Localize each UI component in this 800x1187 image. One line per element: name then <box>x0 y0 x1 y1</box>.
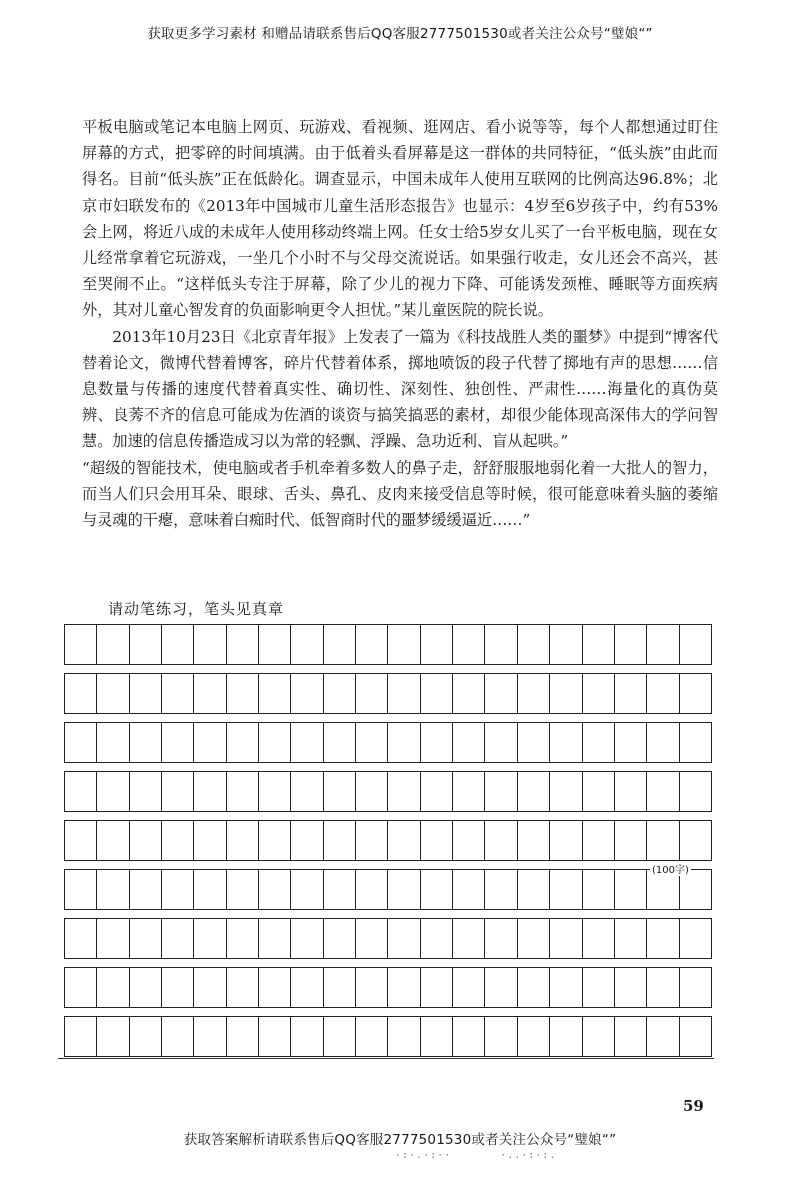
grid-row <box>64 771 712 812</box>
writing-grid <box>64 624 712 1065</box>
grid-cell[interactable] <box>518 772 550 811</box>
grid-cell[interactable] <box>550 723 582 762</box>
grid-cell[interactable] <box>324 870 356 909</box>
grid-cell[interactable] <box>647 919 679 958</box>
exercise-prompt: 请动笔练习，笔头见真章 <box>108 600 285 618</box>
grid-cell[interactable] <box>388 919 420 958</box>
header-promo-note: 获取更多学习素材 和赠品请联系售后QQ客服2777501530或者关注公众号“璧娘“” <box>147 26 653 42</box>
grid-cell[interactable] <box>550 968 582 1007</box>
grid-cell[interactable] <box>291 1017 323 1056</box>
grid-cell[interactable] <box>550 674 582 713</box>
grid-cell[interactable] <box>647 821 679 860</box>
grid-cell[interactable] <box>324 674 356 713</box>
grid-cell[interactable] <box>162 968 194 1007</box>
grid-cell[interactable] <box>291 821 323 860</box>
grid-cell[interactable] <box>162 723 194 762</box>
grid-cell[interactable] <box>356 723 388 762</box>
grid-cell[interactable] <box>518 968 550 1007</box>
grid-cell[interactable] <box>259 723 291 762</box>
grid-cell[interactable] <box>485 674 517 713</box>
grid-cell[interactable] <box>291 674 323 713</box>
grid-cell[interactable] <box>647 968 679 1007</box>
grid-cell[interactable] <box>550 1017 582 1056</box>
grid-cell[interactable] <box>615 625 647 664</box>
grid-cell[interactable] <box>453 870 485 909</box>
grid-cell[interactable] <box>130 625 162 664</box>
grid-cell[interactable] <box>259 674 291 713</box>
grid-cell[interactable] <box>162 674 194 713</box>
grid-cell[interactable] <box>550 772 582 811</box>
grid-cell[interactable] <box>518 919 550 958</box>
grid-cell[interactable] <box>259 625 291 664</box>
grid-cell[interactable] <box>680 674 712 713</box>
grid-cell[interactable] <box>550 821 582 860</box>
grid-cell[interactable] <box>291 772 323 811</box>
grid-cell[interactable] <box>647 674 679 713</box>
grid-cell[interactable] <box>388 1017 420 1056</box>
grid-cell[interactable] <box>227 772 259 811</box>
grid-cell[interactable] <box>453 674 485 713</box>
grid-cell[interactable] <box>680 723 712 762</box>
grid-cell[interactable] <box>518 870 550 909</box>
grid-cell[interactable] <box>453 821 485 860</box>
grid-cell[interactable] <box>388 723 420 762</box>
grid-cell[interactable] <box>647 1017 679 1056</box>
grid-cell[interactable] <box>227 723 259 762</box>
grid-cell[interactable] <box>388 625 420 664</box>
grid-cell[interactable] <box>485 821 517 860</box>
grid-cell[interactable] <box>421 919 453 958</box>
grid-cell[interactable] <box>583 625 615 664</box>
grid-cell[interactable] <box>65 1017 97 1056</box>
grid-cell[interactable] <box>227 821 259 860</box>
grid-cell[interactable] <box>453 723 485 762</box>
passage-paragraph-1: 平板电脑或笔记本电脑上网页、玩游戏、看视频、逛网店、看小说等等，每个人都想通过盯住屏幕的方式，把零碎的时间填满。由于低着头看屏幕是这一群体的共同特征，“低头族”由此而得名。目前“低头族”正在低龄化。调查显示，中国未成年人使用互联网的比例高达96.8%；北京市妇联发布的《2013年中国城市儿童生活形态报告》也显示：4岁至6岁孩子中，约有53%会上网，将近八成的未成年人使用移动终端上网。任女士给5岁女儿买了一台平板电脑，现在女儿经常拿着它玩游戏，一坐几个小时不与父母交流说话。如果强行收走，女儿还会不高兴，甚至哭闹不止。“这样低头专注于屏幕，除了少儿的视力下降、可能诱发颈椎、睡眠等方面疾病外，其对儿童心智发育的负面影响更令人担忧。”某儿童医院的院长说。 <box>82 118 718 320</box>
grid-cell[interactable] <box>194 625 226 664</box>
grid-cell[interactable] <box>324 968 356 1007</box>
grid-cell[interactable] <box>356 870 388 909</box>
grid-row <box>64 918 712 959</box>
grid-cell[interactable] <box>356 772 388 811</box>
grid-cell[interactable] <box>324 723 356 762</box>
grid-cell[interactable] <box>291 723 323 762</box>
grid-cell[interactable] <box>421 1017 453 1056</box>
grid-cell[interactable] <box>65 625 97 664</box>
grid-cell[interactable] <box>583 870 615 909</box>
grid-row <box>64 624 712 665</box>
grid-cell[interactable] <box>356 1017 388 1056</box>
grid-cell[interactable] <box>583 821 615 860</box>
grid-cell[interactable] <box>421 772 453 811</box>
grid-cell[interactable] <box>130 968 162 1007</box>
grid-cell[interactable] <box>130 1017 162 1056</box>
grid-cell[interactable] <box>194 870 226 909</box>
grid-cell[interactable] <box>291 625 323 664</box>
grid-cell[interactable] <box>65 674 97 713</box>
grid-cell[interactable] <box>518 1017 550 1056</box>
grid-cell[interactable] <box>97 870 129 909</box>
grid-cell[interactable] <box>194 1017 226 1056</box>
grid-cell[interactable] <box>583 1017 615 1056</box>
grid-cell[interactable] <box>647 723 679 762</box>
grid-cell[interactable] <box>583 723 615 762</box>
grid-cell[interactable] <box>194 772 226 811</box>
grid-cell[interactable] <box>356 919 388 958</box>
grid-cell[interactable] <box>65 870 97 909</box>
passage-paragraph-2: 2013年10月23日《北京青年报》上发表了一篇为《科技战胜人类的噩梦》中提到“博客代替着论文，微博代替着博客，碎片代替着体系，掷地喷饭的段子代替了掷地有声的思想……信息数量与传播的速度代替着真实性、确切性、深刻性、独创性、严肃性……海量化的真伪莫辨、良莠不齐的信息可能成为佐酒的谈资与搞笑搞恶的素材，却很少能体现高深伟大的学问智慧。加速的信息传播造成习以为常的轻飘、浮躁、急功近利、盲从起哄。” <box>82 327 718 451</box>
grid-cell[interactable] <box>65 723 97 762</box>
grid-cell[interactable] <box>485 1017 517 1056</box>
grid-cell[interactable] <box>453 772 485 811</box>
grid-cell[interactable] <box>259 772 291 811</box>
grid-cell[interactable] <box>259 968 291 1007</box>
grid-cell[interactable] <box>647 772 679 811</box>
grid-cell[interactable] <box>227 919 259 958</box>
grid-cell[interactable] <box>550 919 582 958</box>
grid-cell[interactable] <box>615 870 647 909</box>
grid-cell[interactable] <box>162 1017 194 1056</box>
grid-cell[interactable] <box>615 723 647 762</box>
grid-cell[interactable] <box>388 772 420 811</box>
grid-cell[interactable] <box>485 870 517 909</box>
grid-cell[interactable] <box>97 674 129 713</box>
grid-cell[interactable] <box>194 968 226 1007</box>
grid-cell[interactable] <box>259 1017 291 1056</box>
grid-cell[interactable] <box>97 723 129 762</box>
grid-cell[interactable] <box>518 674 550 713</box>
grid-cell[interactable] <box>97 821 129 860</box>
grid-cell[interactable] <box>485 625 517 664</box>
grid-cell[interactable] <box>65 968 97 1007</box>
grid-cell[interactable] <box>162 772 194 811</box>
grid-cell[interactable] <box>518 723 550 762</box>
grid-cell[interactable] <box>647 625 679 664</box>
char-count-mark: (100字) <box>650 861 691 876</box>
grid-cell[interactable] <box>421 723 453 762</box>
grid-cell[interactable] <box>65 919 97 958</box>
grid-cell[interactable] <box>227 968 259 1007</box>
grid-cell[interactable] <box>324 919 356 958</box>
grid-cell[interactable] <box>615 968 647 1007</box>
grid-cell[interactable] <box>162 821 194 860</box>
grid-cell[interactable] <box>421 870 453 909</box>
grid-cell[interactable] <box>680 821 712 860</box>
grid-cell[interactable] <box>583 968 615 1007</box>
grid-row <box>64 722 712 763</box>
grid-cell[interactable] <box>615 919 647 958</box>
grid-cell[interactable] <box>388 821 420 860</box>
grid-cell[interactable] <box>227 625 259 664</box>
grid-cell[interactable] <box>615 1017 647 1056</box>
grid-row <box>64 1016 712 1057</box>
grid-cell[interactable] <box>485 772 517 811</box>
passage-body <box>82 114 718 533</box>
grid-cell[interactable] <box>550 870 582 909</box>
grid-cell[interactable] <box>680 1017 712 1056</box>
grid-cell[interactable] <box>485 968 517 1007</box>
bottom-rule <box>58 1058 714 1059</box>
footer-promo-note: 获取答案解析请联系售后QQ客服2777501530或者关注公众号“璧娘“” <box>183 1132 617 1148</box>
grid-row <box>64 820 712 861</box>
grid-cell[interactable] <box>421 674 453 713</box>
grid-cell[interactable] <box>324 625 356 664</box>
grid-cell[interactable] <box>421 968 453 1007</box>
grid-cell[interactable] <box>324 1017 356 1056</box>
grid-cell[interactable] <box>194 919 226 958</box>
grid-cell[interactable] <box>130 821 162 860</box>
grid-cell[interactable] <box>388 968 420 1007</box>
grid-cell[interactable] <box>130 674 162 713</box>
grid-cell[interactable] <box>615 772 647 811</box>
grid-cell[interactable] <box>356 625 388 664</box>
grid-cell[interactable] <box>453 919 485 958</box>
grid-row <box>64 869 712 910</box>
grid-cell[interactable] <box>194 821 226 860</box>
grid-cell[interactable] <box>550 625 582 664</box>
grid-cell[interactable] <box>259 870 291 909</box>
grid-cell[interactable] <box>583 919 615 958</box>
grid-cell[interactable] <box>518 821 550 860</box>
grid-cell[interactable] <box>97 1017 129 1056</box>
grid-cell[interactable] <box>615 821 647 860</box>
grid-cell[interactable] <box>194 723 226 762</box>
grid-cell[interactable] <box>356 821 388 860</box>
grid-cell[interactable] <box>259 919 291 958</box>
grid-cell[interactable] <box>583 674 615 713</box>
grid-cell[interactable] <box>291 919 323 958</box>
grid-cell[interactable] <box>324 821 356 860</box>
grid-cell[interactable] <box>453 625 485 664</box>
grid-cell[interactable] <box>388 870 420 909</box>
grid-cell[interactable] <box>130 919 162 958</box>
grid-cell[interactable] <box>583 772 615 811</box>
grid-cell[interactable] <box>97 625 129 664</box>
grid-cell[interactable] <box>97 968 129 1007</box>
grid-cell[interactable] <box>388 674 420 713</box>
grid-cell[interactable] <box>356 968 388 1007</box>
grid-row <box>64 673 712 714</box>
grid-cell[interactable] <box>421 821 453 860</box>
grid-cell[interactable] <box>453 968 485 1007</box>
grid-cell[interactable] <box>615 674 647 713</box>
grid-cell[interactable] <box>421 625 453 664</box>
scan-noise: ·:·.·:·· ·..·:·:. <box>395 1150 557 1161</box>
grid-cell[interactable] <box>227 870 259 909</box>
grid-cell[interactable] <box>291 968 323 1007</box>
grid-cell[interactable] <box>680 772 712 811</box>
grid-cell[interactable] <box>259 821 291 860</box>
grid-cell[interactable] <box>130 723 162 762</box>
grid-cell[interactable] <box>130 772 162 811</box>
grid-cell[interactable] <box>485 723 517 762</box>
grid-cell[interactable] <box>130 870 162 909</box>
grid-cell[interactable] <box>227 1017 259 1056</box>
grid-row <box>64 967 712 1008</box>
passage-paragraph-3: “超级的智能技术，使电脑或者手机牵着多数人的鼻子走，舒舒服服地弱化着一大批人的智力，而当人们只会用耳朵、眼球、舌头、鼻孔、皮肉来接受信息等时候，很可能意味着头脑的萎缩与灵魂的干瘪，意味着白痴时代、低智商时代的噩梦缓缓逼近……” <box>82 458 718 530</box>
grid-cell[interactable] <box>65 772 97 811</box>
grid-cell[interactable] <box>356 674 388 713</box>
page-number: 59 <box>683 1097 704 1115</box>
grid-cell[interactable] <box>291 870 323 909</box>
grid-cell[interactable] <box>162 625 194 664</box>
grid-cell[interactable] <box>162 919 194 958</box>
grid-cell[interactable] <box>162 870 194 909</box>
grid-cell[interactable] <box>97 919 129 958</box>
grid-cell[interactable] <box>680 968 712 1007</box>
grid-cell[interactable] <box>227 674 259 713</box>
grid-cell[interactable] <box>485 919 517 958</box>
grid-cell[interactable] <box>680 919 712 958</box>
grid-cell[interactable] <box>324 772 356 811</box>
grid-cell[interactable] <box>518 625 550 664</box>
grid-cell[interactable] <box>97 772 129 811</box>
grid-cell[interactable] <box>453 1017 485 1056</box>
grid-cell[interactable] <box>65 821 97 860</box>
grid-cell[interactable] <box>680 625 712 664</box>
grid-cell[interactable] <box>194 674 226 713</box>
